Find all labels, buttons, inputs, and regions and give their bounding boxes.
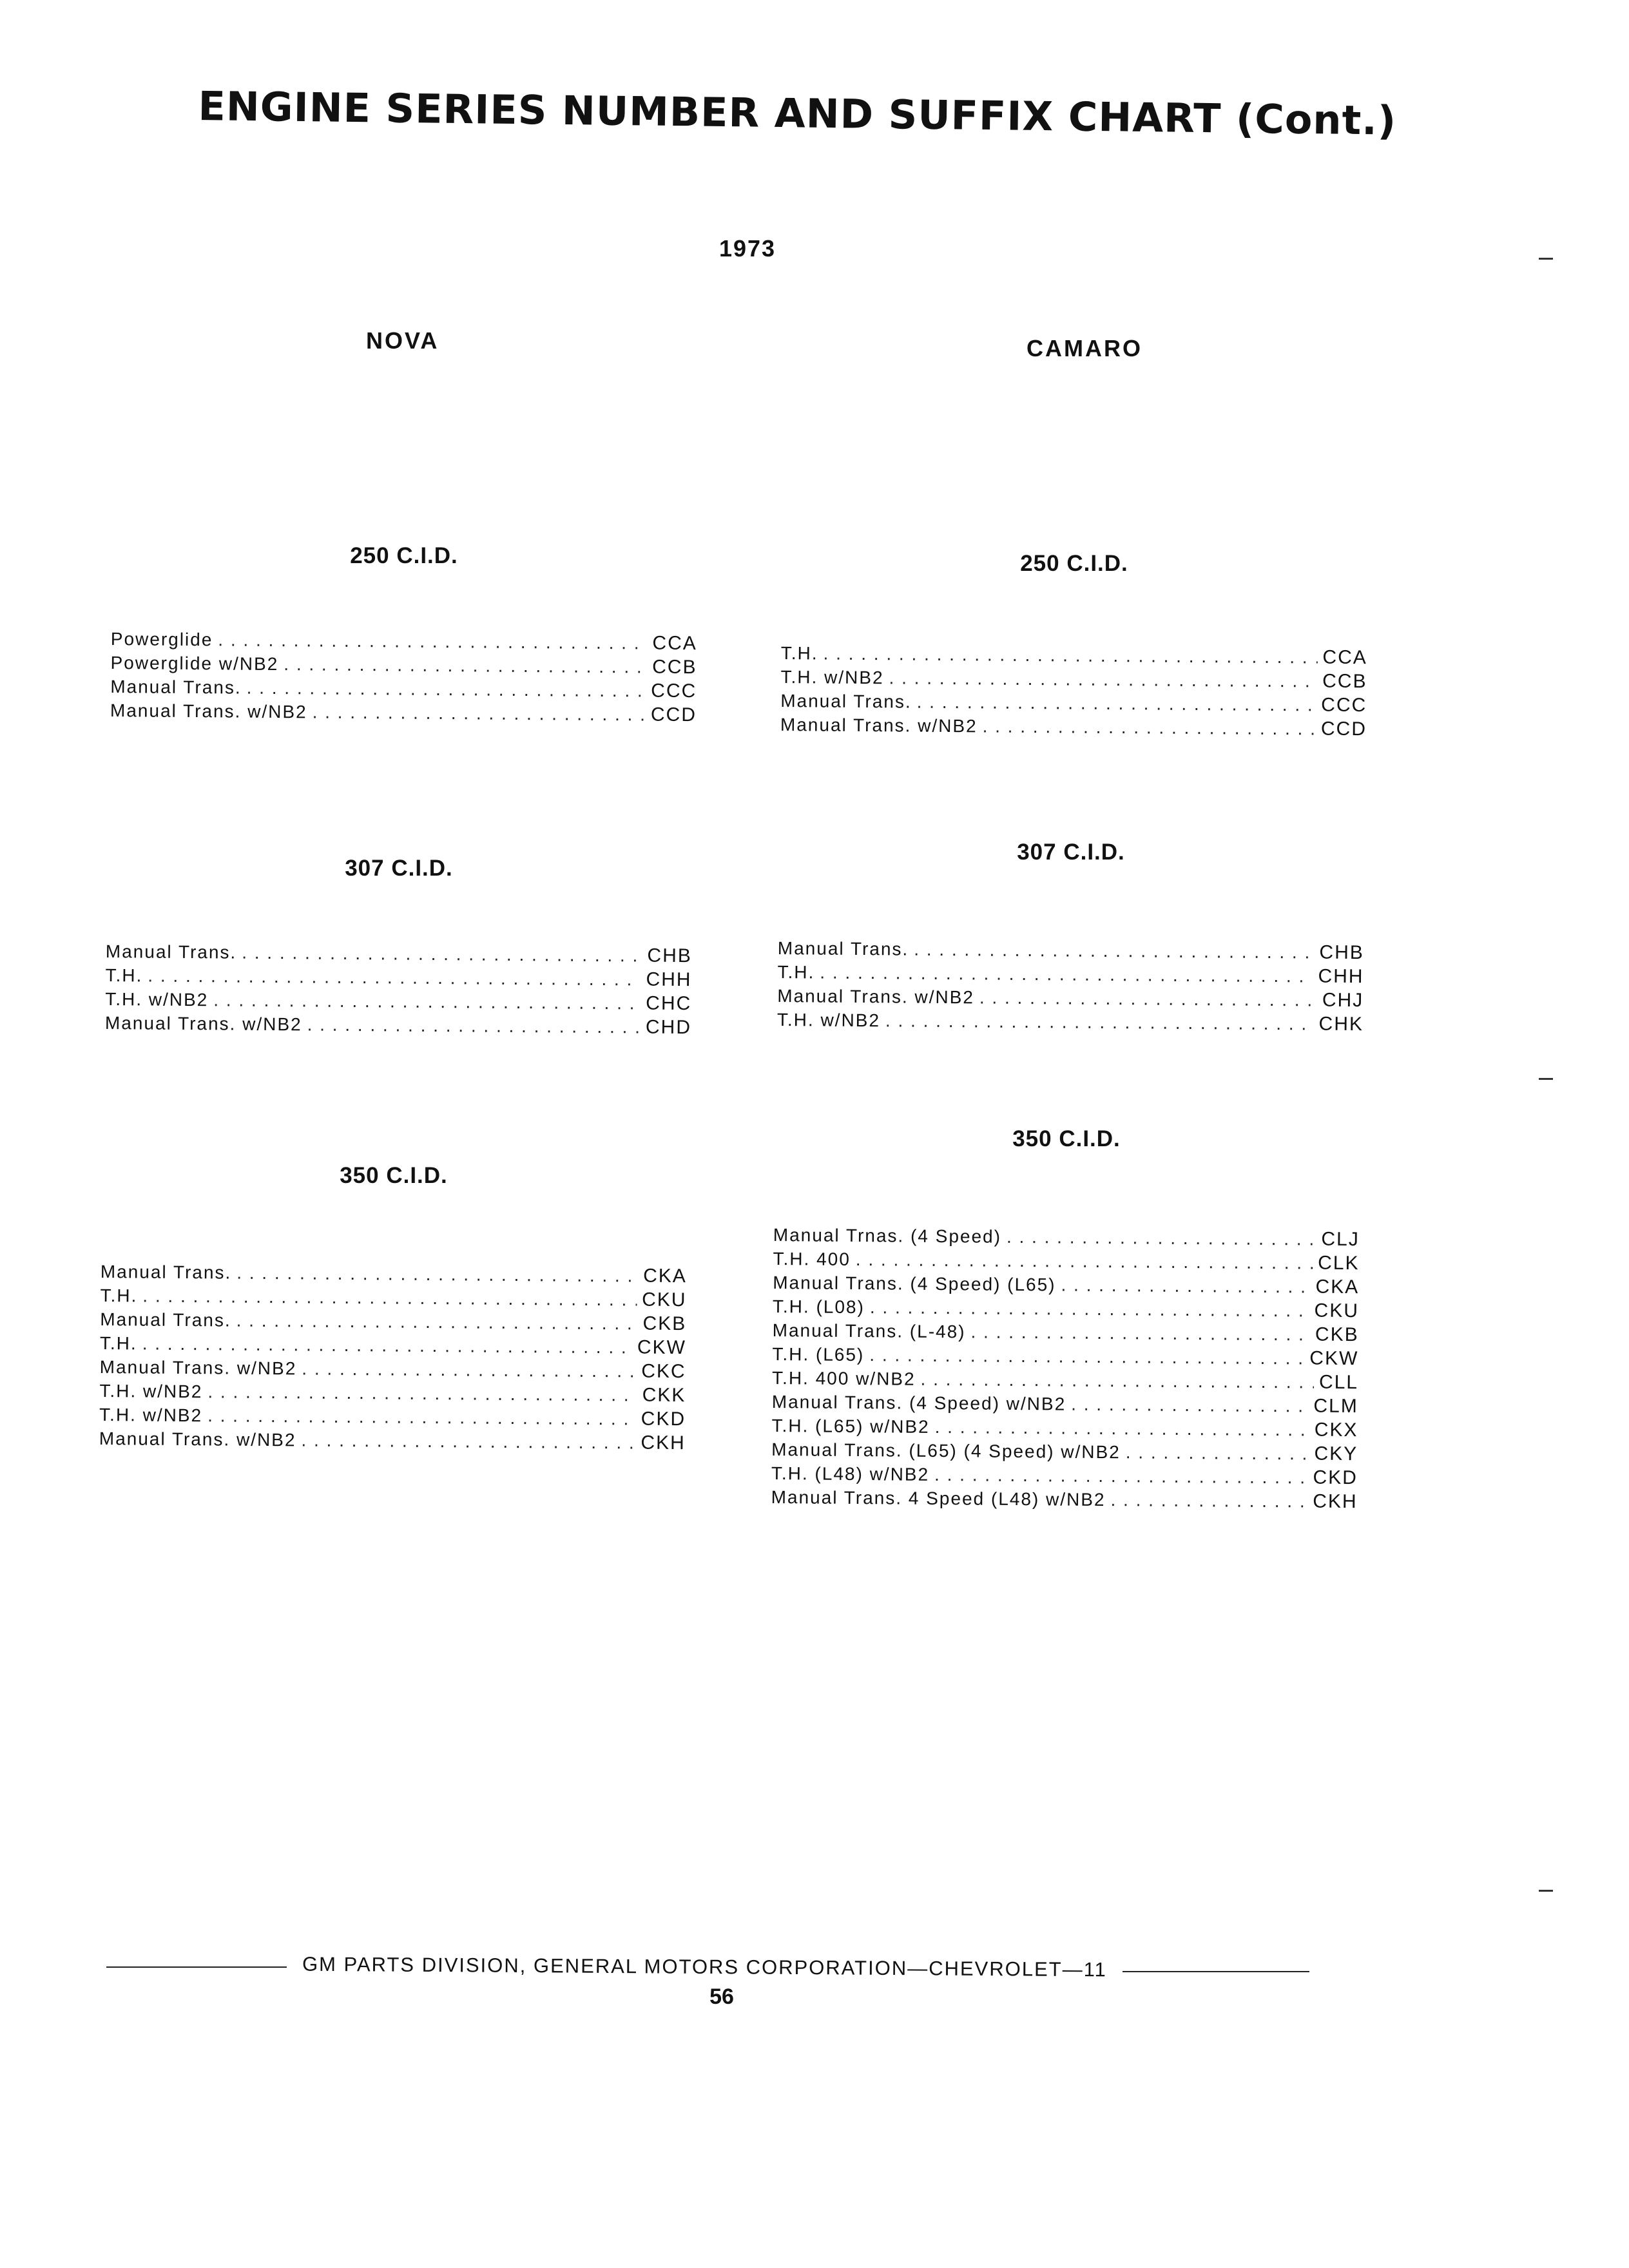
footer-text: GM PARTS DIVISION, GENERAL MOTORS CORPORATION—CHEVROLET—11	[302, 1952, 1107, 1981]
transmission-label: Powerglide w/NB2	[110, 652, 279, 675]
suffix-code: CKB	[1315, 1323, 1359, 1346]
suffix-code: CLK	[1318, 1252, 1360, 1274]
suffix-code: CKD	[1313, 1466, 1358, 1489]
suffix-code: CLJ	[1321, 1228, 1360, 1251]
dot-leader	[307, 1012, 641, 1039]
dot-leader	[934, 1463, 1308, 1490]
dot-leader	[1110, 1488, 1307, 1513]
dot-leader	[142, 1332, 632, 1360]
dot-leader	[856, 1247, 1313, 1275]
section-heading: 350 C.I.D.	[1012, 1126, 1121, 1151]
section-heading: 307 C.I.D.	[1017, 840, 1125, 865]
dot-leader	[213, 988, 641, 1015]
suffix-code: CKW	[637, 1336, 687, 1359]
suffix-list	[780, 641, 1367, 741]
suffix-row	[771, 1485, 1358, 1514]
transmission-label: Manual Trans. 4 Speed (L48) w/NB2	[771, 1486, 1106, 1510]
page-number: 56	[709, 1984, 734, 2009]
suffix-code: CCD	[650, 704, 697, 726]
transmission-label: T.H. (L48) w/NB2	[771, 1463, 930, 1485]
suffix-code: CKH	[1313, 1490, 1358, 1513]
suffix-code: CKU	[1314, 1300, 1360, 1322]
dot-leader	[920, 1367, 1314, 1394]
suffix-code: CKW	[1309, 1347, 1359, 1370]
nova-307-section	[104, 856, 692, 1039]
transmission-label: Manual Trans. w/NB2	[104, 1012, 302, 1035]
dot-leader	[1126, 1440, 1309, 1465]
dot-leader	[885, 1008, 1314, 1035]
suffix-code: CCB	[652, 656, 697, 678]
transmission-label: Manual Trans. w/NB2	[99, 1428, 296, 1450]
suffix-row	[780, 713, 1367, 741]
transmission-label: Manual Trans. w/NB2	[110, 700, 307, 722]
camaro-250-section	[780, 551, 1367, 740]
suffix-code: CCC	[651, 680, 697, 702]
transmission-label: T.H. w/NB2	[780, 666, 884, 688]
suffix-list	[771, 1223, 1360, 1514]
suffix-code: CKU	[642, 1289, 687, 1311]
suffix-code: CKB	[642, 1312, 687, 1335]
suffix-list	[105, 939, 692, 1039]
page-footer	[106, 1952, 1344, 1981]
transmission-label: Manual Trans. w/NB2	[780, 714, 978, 736]
suffix-code: CCD	[1320, 718, 1367, 740]
dot-leader	[242, 941, 642, 968]
transmission-label: Manual Trans.	[100, 1261, 232, 1283]
camaro-307-section	[776, 840, 1364, 1035]
transmission-label: T.H.	[777, 961, 815, 983]
edge-tick-mark	[1539, 1078, 1553, 1080]
footer-rule-left	[106, 1966, 287, 1968]
suffix-code: CKA	[1315, 1276, 1360, 1298]
suffix-code: CHB	[647, 945, 692, 967]
transmission-label: T.H. w/NB2	[776, 1009, 881, 1031]
dot-leader	[1061, 1273, 1310, 1299]
suffix-code: CHD	[645, 1016, 692, 1039]
dot-leader	[823, 642, 1317, 669]
model-year: 1973	[718, 235, 776, 262]
transmission-label: Manual Trans. (4 Speed) (L65)	[773, 1272, 1056, 1295]
transmission-label: Manual Trans. (L-48)	[772, 1320, 966, 1342]
suffix-row	[110, 698, 697, 727]
transmission-label: T.H. w/NB2	[105, 988, 209, 1010]
suffix-code: CLM	[1313, 1395, 1358, 1418]
section-heading: 307 C.I.D.	[345, 856, 453, 881]
suffix-code: CHK	[1318, 1013, 1364, 1035]
dot-leader	[302, 1356, 636, 1383]
edge-tick-mark	[1539, 1890, 1553, 1892]
suffix-list	[110, 627, 697, 727]
dot-leader	[979, 985, 1317, 1012]
edge-tick-mark	[1539, 258, 1553, 260]
suffix-row	[99, 1427, 686, 1455]
dot-leader	[820, 961, 1313, 988]
transmission-label: Manual Trnas. (4 Speed)	[773, 1224, 1002, 1247]
dot-leader	[207, 1379, 637, 1407]
dot-leader	[218, 628, 647, 655]
dot-leader	[236, 1261, 638, 1288]
transmission-label: Manual Trans.	[105, 941, 237, 963]
transmission-label: T.H.	[99, 1332, 137, 1354]
dot-leader	[301, 1428, 635, 1454]
suffix-code: CHH	[646, 968, 692, 991]
dot-leader	[935, 1415, 1309, 1442]
dot-leader	[284, 652, 647, 678]
dot-leader	[236, 1309, 638, 1336]
section-heading: 250 C.I.D.	[350, 543, 458, 568]
suffix-code: CLL	[1318, 1371, 1359, 1394]
transmission-label: Powerglide	[110, 628, 213, 650]
dot-leader	[148, 964, 641, 992]
section-heading: 350 C.I.D.	[340, 1163, 448, 1188]
transmission-label: Manual Trans. w/NB2	[777, 985, 975, 1008]
transmission-label: Manual Trans.	[100, 1309, 231, 1331]
transmission-label: Manual Trans.	[780, 690, 912, 712]
transmission-label: T.H. w/NB2	[99, 1404, 203, 1426]
suffix-code: CKD	[641, 1408, 686, 1430]
dot-leader	[1071, 1392, 1309, 1418]
dot-leader	[869, 1343, 1304, 1370]
transmission-label: T.H.	[105, 965, 143, 986]
transmission-label: T.H.	[100, 1285, 138, 1306]
suffix-code: CCA	[1322, 646, 1367, 669]
page-title: ENGINE SERIES NUMBER AND SUFFIX CHART (Cont.)	[198, 82, 1397, 144]
transmission-label: Manual Trans. (L65) (4 Speed) w/NB2	[771, 1439, 1121, 1463]
suffix-row	[105, 1011, 691, 1039]
transmission-label: T.H. (L08)	[772, 1296, 865, 1318]
nova-250-section	[110, 543, 697, 726]
suffix-row	[777, 1008, 1364, 1036]
suffix-code: CHJ	[1322, 989, 1364, 1012]
dot-leader	[870, 1295, 1309, 1322]
suffix-list	[777, 936, 1364, 1036]
nova-350-section	[99, 1163, 687, 1454]
suffix-code: CKA	[643, 1265, 687, 1287]
dot-leader	[247, 676, 646, 703]
suffix-code: CKX	[1314, 1419, 1358, 1441]
suffix-code: CKY	[1314, 1443, 1358, 1465]
dot-leader	[1007, 1225, 1316, 1251]
nova-column-heading: NOVA	[366, 327, 439, 354]
suffix-code: CKK	[642, 1384, 686, 1407]
suffix-code: CKC	[641, 1360, 686, 1383]
dot-leader	[914, 937, 1315, 965]
dot-leader	[889, 666, 1317, 693]
suffix-code: CCB	[1322, 670, 1367, 693]
transmission-label: Manual Trans. w/NB2	[99, 1356, 297, 1379]
suffix-code: CHB	[1319, 941, 1364, 964]
transmission-label: T.H. 400 w/NB2	[771, 1367, 916, 1389]
transmission-label: T.H. 400	[773, 1248, 851, 1269]
transmission-label: Manual Trans. (4 Speed) w/NB2	[771, 1391, 1066, 1414]
section-heading: 250 C.I.D.	[1020, 551, 1128, 576]
footer-rule-right	[1123, 1971, 1309, 1972]
suffix-code: CCC	[1321, 694, 1367, 716]
dot-leader	[207, 1403, 636, 1430]
suffix-code: CKH	[641, 1432, 686, 1454]
transmission-label: Manual Trans.	[110, 676, 242, 698]
camaro-350-section	[771, 1126, 1360, 1513]
transmission-label: T.H. (L65) w/NB2	[771, 1415, 930, 1437]
dot-leader	[142, 1284, 637, 1312]
suffix-code: CHC	[646, 992, 692, 1015]
dot-leader	[312, 700, 646, 726]
suffix-code: CCA	[652, 632, 697, 655]
transmission-label: T.H.	[780, 642, 818, 664]
dot-leader	[982, 714, 1316, 740]
transmission-label: Manual Trans.	[777, 937, 909, 959]
suffix-code: CHH	[1318, 965, 1364, 988]
suffix-list	[99, 1260, 687, 1455]
dot-leader	[970, 1320, 1310, 1346]
dot-leader	[917, 690, 1316, 717]
camaro-column-heading: CAMARO	[1027, 335, 1142, 361]
transmission-label: T.H. (L65)	[772, 1343, 865, 1365]
transmission-label: T.H. w/NB2	[99, 1380, 203, 1402]
